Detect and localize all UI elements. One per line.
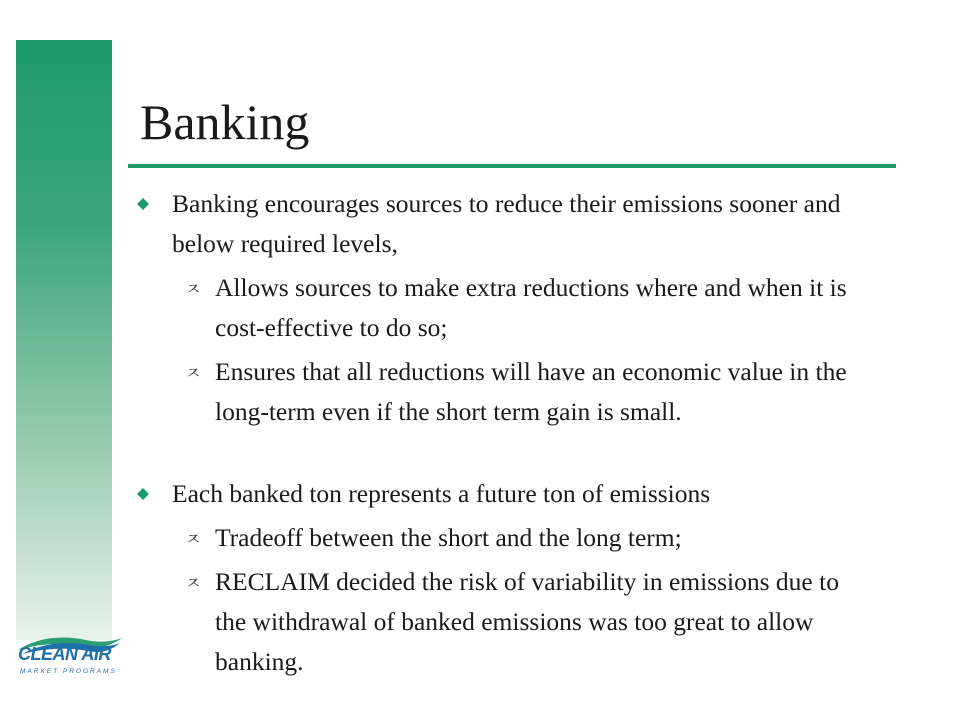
sub-bullet-text: Tradeoff between the short and the long term; <box>215 523 682 552</box>
sub-bullet-icon: ㅈ <box>185 574 202 594</box>
sub-bullet-icon: ㅈ <box>185 364 202 384</box>
title-underline <box>128 164 896 168</box>
sub-bullet-icon: ㅈ <box>185 280 202 300</box>
bullet-item <box>172 184 892 264</box>
bullet-text: Each banked ton represents a future ton of emissions <box>172 479 711 508</box>
sub-bullet-item <box>185 518 875 558</box>
sub-bullet-icon: ㅈ <box>185 530 202 550</box>
bullet-text: Banking encourages sources to reduce their emissions sooner and below required levels, <box>172 189 841 258</box>
logo-name: CLEAN AIR <box>18 644 111 664</box>
slide-title: Banking <box>140 94 310 150</box>
sub-bullet-text: RECLAIM decided the risk of variability in emissions due to the withdrawal of banked emissions was too great to allow banking. <box>215 567 839 676</box>
sub-bullet-item <box>185 352 875 432</box>
decorative-side-bar <box>16 40 112 640</box>
sub-bullet-text: Ensures that all reductions will have an economic value in the long-term even if the short term gain is small. <box>215 357 847 426</box>
clean-air-logo <box>16 630 124 690</box>
logo-subtitle: MARKET PROGRAMS <box>20 668 117 675</box>
diamond-bullet-icon <box>137 488 149 500</box>
bullet-item <box>172 474 892 514</box>
diamond-bullet-icon <box>137 198 149 210</box>
sub-bullet-text: Allows sources to make extra reductions where and when it is cost-effective to do so; <box>215 273 847 342</box>
sub-bullet-item <box>185 268 875 348</box>
sub-bullet-item <box>185 562 875 682</box>
